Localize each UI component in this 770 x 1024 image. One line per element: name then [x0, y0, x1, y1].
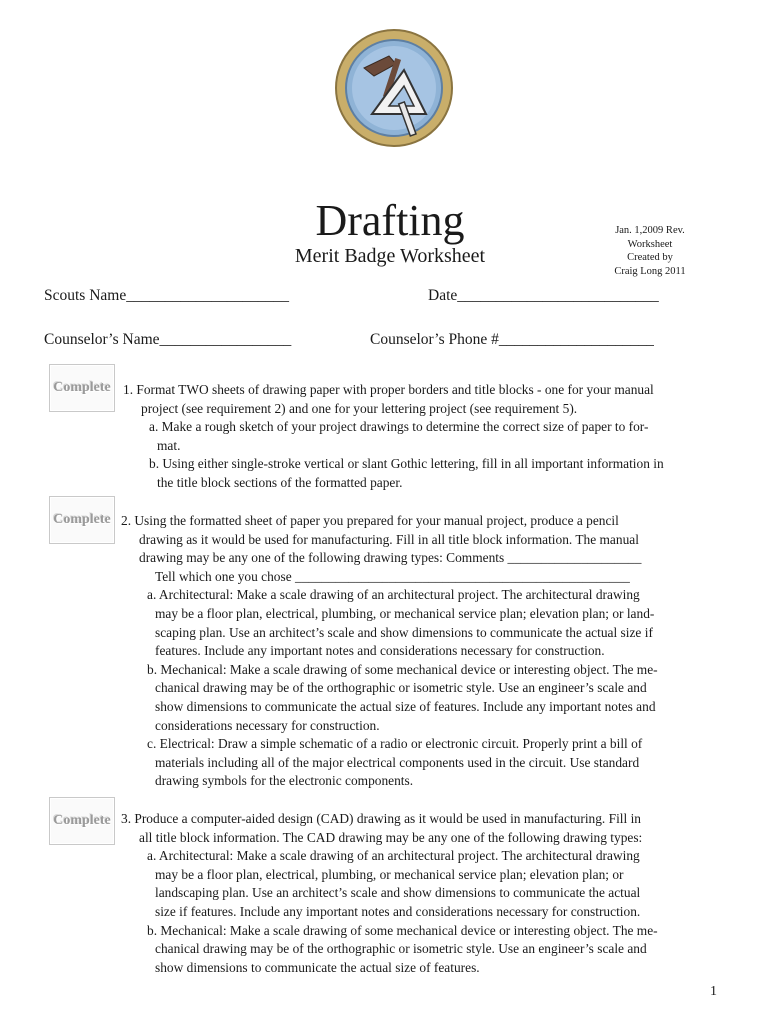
requirement-line: a. Make a rough sketch of your project drawings to determine the correct size of paper to for-: [149, 419, 649, 435]
revision-line: Created by: [627, 252, 673, 263]
requirement-line: b. Mechanical: Make a scale drawing of some mechanical device or interesting object. The me-: [147, 661, 658, 677]
requirement-line: mat.: [157, 437, 181, 453]
requirement-line: c. Electrical: Draw a simple schematic of a radio or electronic circuit. Properly print a bill of: [147, 736, 643, 752]
revision-line: Jan. 1,2009 Rev.: [615, 225, 685, 236]
requirement-line: may be a floor plan, electrical, plumbing, or mechanical service plan; elevation plan; or: [155, 866, 624, 882]
scouts-name-field[interactable]: Scouts Name_____________________: [44, 287, 289, 304]
requirement-line: chanical drawing may be of the orthographic or isometric style. Use an engineer’s scale and: [155, 941, 647, 957]
requirement-line: features. Include any important notes and considerations necessary for construction.: [155, 643, 605, 659]
requirement-line: a. Architectural: Make a scale drawing of an architectural project. The architectural drawing: [147, 848, 640, 864]
requirement-line: a. Architectural: Make a scale drawing of an architectural project. The architectural drawing: [147, 587, 640, 603]
requirement-line: materials including all of the major electrical components used in the circuit. Use standard: [155, 754, 640, 770]
requirement-line: Tell which one you chose __________________________________________________: [155, 568, 630, 584]
requirement-line: show dimensions to communicate the actual size of features.: [155, 959, 480, 975]
requirement-line: chanical drawing may be of the orthographic or isometric style. Use an engineer’s scale and: [155, 680, 647, 696]
requirement-line: considerations necessary for construction.: [155, 717, 380, 733]
requirement-line: drawing symbols for the electronic components.: [155, 773, 414, 789]
page-number: 1: [710, 984, 717, 999]
requirement-1: [123, 381, 664, 493]
revision-line: Worksheet: [627, 238, 673, 250]
requirement-3: [121, 810, 658, 977]
worksheet-title: Drafting: [315, 196, 465, 245]
complete-checkbox-3[interactable]: [49, 797, 115, 845]
requirement-line: scaping plan. Use an architect’s scale and show dimensions to communicate the actual size if: [155, 624, 653, 640]
requirement-line: drawing as it would be used for manufacturing. Fill in all title block information. The manual: [139, 531, 639, 547]
requirement-line: b. Mechanical: Make a scale drawing of some mechanical device or interesting object. The me-: [147, 922, 658, 938]
date-field[interactable]: Date__________________________: [428, 287, 659, 304]
requirement-line: the title block sections of the formatted paper.: [157, 474, 403, 490]
requirement-2: [121, 512, 658, 791]
drafting-badge-emblem: [334, 28, 454, 148]
requirement-line: 1. Format TWO sheets of drawing paper with proper borders and title blocks - one for your manual: [123, 382, 654, 397]
requirement-line: drawing may be any one of the following drawing types: Comments ____________________: [139, 550, 642, 566]
worksheet-subtitle: Merit Badge Worksheet: [294, 245, 486, 267]
requirement-line: project (see requirement 2) and one for your lettering project (see requirement 5).: [141, 400, 578, 416]
complete-checkbox-1[interactable]: [49, 364, 115, 412]
complete-label: Complete: [53, 380, 111, 395]
requirement-line: may be a floor plan, electrical, plumbing, or mechanical service plan; elevation plan; or land-: [155, 605, 655, 621]
requirement-line: b. Using either single-stroke vertical or slant Gothic lettering, fill in all important information in: [149, 456, 664, 472]
complete-checkbox-2[interactable]: [49, 496, 115, 544]
requirement-line: 3. Produce a computer-aided design (CAD) drawing as it would be used in manufacturing. Fill in: [121, 811, 641, 826]
complete-label: Complete: [53, 813, 111, 828]
complete-label: Complete: [53, 512, 111, 527]
counselors-name-field[interactable]: Counselor’s Name_________________: [44, 331, 292, 348]
requirement-line: landscaping plan. Use an architect’s scale and show dimensions to communicate the actual: [155, 885, 641, 901]
requirement-line: 2. Using the formatted sheet of paper you prepared for your manual project, produce a pencil: [121, 513, 619, 528]
requirement-line: size if features. Include any important notes and considerations necessary for construction.: [155, 903, 641, 919]
revision-note: [600, 224, 700, 278]
requirement-line: show dimensions to communicate the actual size of features. Include any important notes and: [155, 698, 656, 714]
revision-line: Craig Long 2011: [614, 265, 686, 277]
counselors-phone-field[interactable]: Counselor’s Phone #____________________: [370, 331, 654, 348]
requirement-line: all title block information. The CAD drawing may be any one of the following drawing types:: [139, 829, 643, 845]
